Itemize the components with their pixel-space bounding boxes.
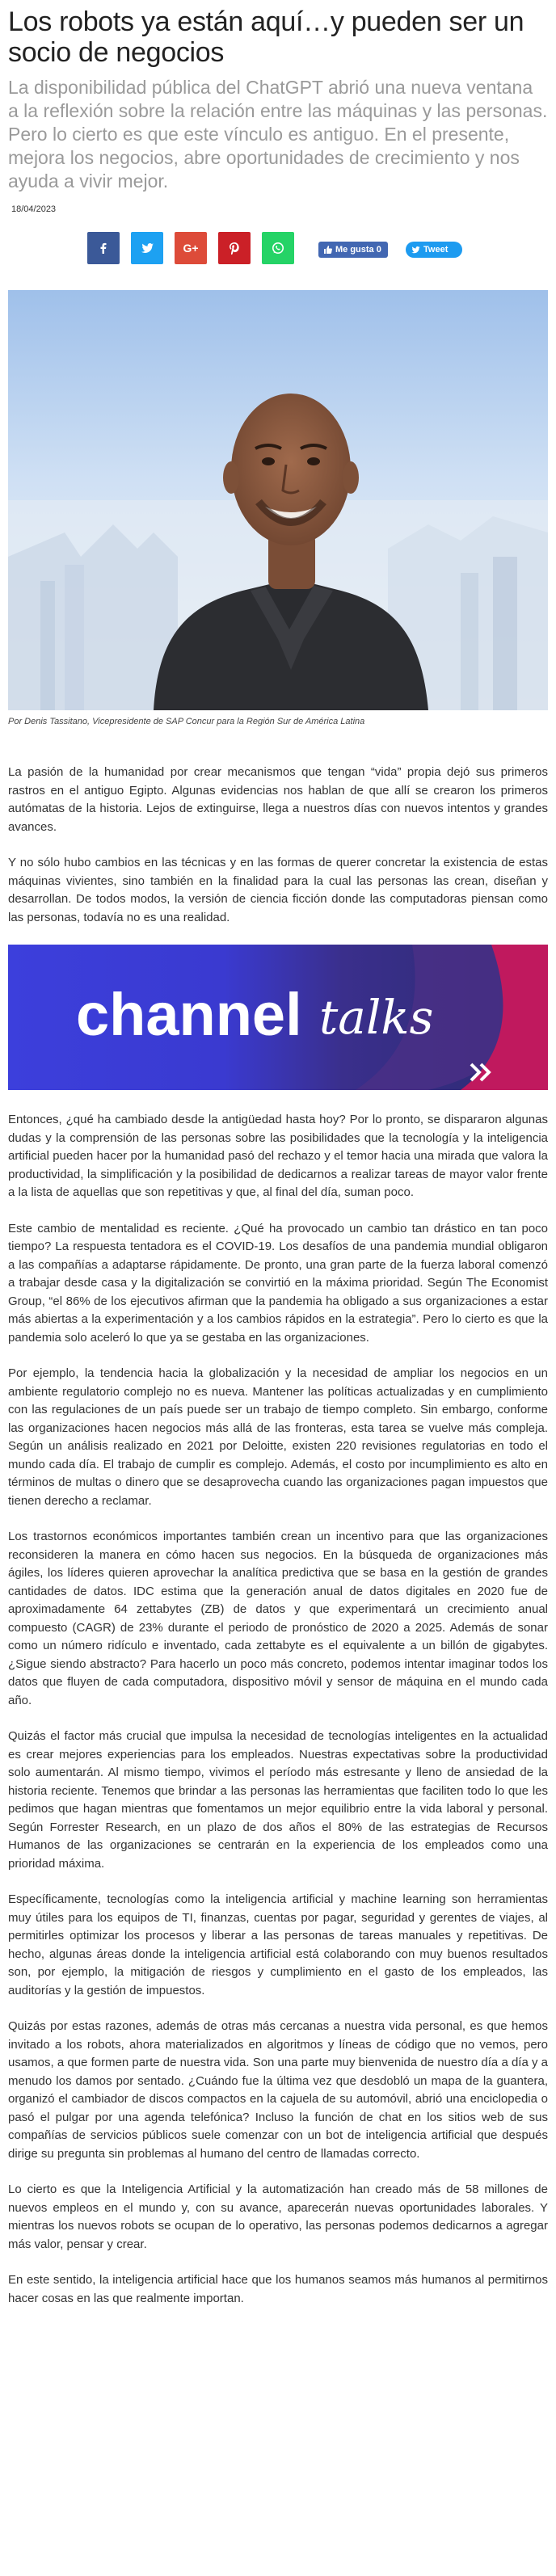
twitter-share-button[interactable] [131, 232, 163, 264]
pinterest-share-button[interactable] [218, 232, 251, 264]
banner-brand-script: talks [319, 990, 434, 1045]
facebook-like-button[interactable] [318, 242, 388, 258]
like-label: Me gusta 0 [335, 245, 381, 255]
paragraph-11: En este sentido, la inteligencia artificial hace que los humanos seamos más humanos al permitirnos hacer cosas en las que realmente importan. [8, 2273, 548, 2305]
author-portrait-illustration [8, 290, 548, 710]
article [8, 0, 548, 2308]
paragraph-8: Específicamente, tecnologías como la inteligencia artificial y machine learning son herramientas muy útiles para los equipos de TI, finanzas, cuentas por pagar, seguridad y gerentes de viajes, al permitirles optimizar los procesos y liberar a las personas de tareas manuales y repetitivas. De hecho, algunas áreas donde la inteligencia artificial está colaborando con muy buenos resultados son, por ejemplo, la mitigación de riesgos y cumplimiento en el gasto de los empleados, las auditorías y la gestión de impuestos. [8, 1892, 548, 1997]
facebook-icon [98, 242, 109, 254]
whatsapp-share-button[interactable] [262, 232, 294, 264]
paragraph-2: Y no sólo hubo cambios en las técnicas y en las formas de querer concretar la existencia de estas máquinas vivientes, sino también en la finalidad para la cual las personas las crean, diseñan y desarrollan. De todos modos, la versión de ciencia ficción donde las computadoras piensan como las personas, todavía no es una realidad. [8, 856, 548, 924]
paragraph-4: Este cambio de mentalidad es reciente. ¿Qué ha provocado un cambio tan drástico en tan poco tiempo? La respuesta tentadora es el COVID-19. Los desafíos de una pandemia mundial obligaron a las compañías a adaptarse rápidamente. De pronto, una gran parte de la fuerza laboral comenzó a trabajar desde casa y la digitalización se convirtió en la máxima prioridad. Según The Economist Group, “el 86% de los ejecutivos afirman que la pandemia ha obligado a sus organizaciones a estar más abiertas a la experimentación y a los cambios rápidos en la estrategia”. Pero lo cierto es que la pandemia solo aceleró lo que ya se gestaba en las organizaciones. [8, 1221, 548, 1345]
channel-talks-logo [8, 945, 548, 1090]
publish-date: 18/04/2023 [11, 204, 57, 214]
paragraph-3: Entonces, ¿qué ha cambiado desde la antigüedad hasta hoy? Por lo pronto, se dispararon algunas dudas y la comprensión de las personas sobre las posibilidades que la tecnología y la inteligencia artificial pueden hacer por la humanidad pasó del rechazo y el temor hacia una mirada que valora la productividad, la simplificación y la posibilidad de dedicarnos a realizar tareas de mayor valor frente a la lista de aquellas que son repetitivas y que, al final del día, suman poco. [8, 1113, 548, 1199]
article-title: Los robots ya están aquí…y pueden ser un socio de negocios [8, 6, 524, 68]
paragraph-1: La pasión de la humanidad por crear mecanismos que tengan “vida” propia dejó sus primeros rastros en el antiguo Egipto. Algunas evidencias nos hablan de que allí se crearon los primeros autómatas de la historia. Lejos de extinguirse, llega a nuestros días con nuevos intentos y grandes avances. [8, 765, 548, 834]
twitter-bird-icon [411, 246, 420, 254]
share-bar [8, 232, 548, 264]
tweet-button[interactable] [406, 242, 462, 258]
pinterest-icon [230, 242, 239, 255]
google-plus-icon: G+ [183, 242, 199, 255]
thumbs-up-icon [324, 246, 332, 254]
banner-brand-main: channel [76, 981, 302, 1048]
paragraph-10: Lo cierto es que la Inteligencia Artificial y la automatización han creado más de 58 millones de nuevos empleos en el mundo y, con su avance, aparecerán nuevas oportunidades laborales. Y mientras los nuevos robots se ocupan de lo operativo, las personas podemos dedicarnos a agregar más valor, pensar y crear. [8, 2182, 548, 2251]
twitter-icon [141, 243, 154, 254]
paragraph-7: Quizás el factor más crucial que impulsa la necesidad de tecnologías inteligentes en la actualidad es crear mejores experiencias para los empleados. Nuestras expectativas sobre la productividad solo aumentarán. Al mismo tiempo, vivimos el período más estresante y lleno de ansiedad de la historia reciente. Tenemos que brindar a las personas las herramientas que faciliten todo lo que les pedimos que hagan mientras que fomentamos un mejor equilibrio entre la vida laboral y personal. Según Forrester Research, en un plazo de dos años el 80% de las estrategias de Recursos Humanos de las organizaciones se centrarán en la experiencia de los empleados como una prioridad máxima. [8, 1729, 548, 1871]
paragraph-5: Por ejemplo, la tendencia hacia la globalización y la necesidad de ampliar los negocios en un ambiente regulatorio complejo no es nueva. Mantener las políticas actualizadas y en cumplimiento con las regulaciones de un país puede ser un trabajo de tiempo completo. Sin embargo, conforme las organizaciones hacen negocios más allá de las fronteras, esta tarea se vuelve más compleja. Según un análisis realizado en 2021 por Deloitte, existen 220 revisiones regulatorias en todo el mundo cada día. El trabajo de cumplir es complejo. Además, el costo por incumplimiento es alto en términos de multas o dinero que se desaprovecha cuando las organizaciones pagan impuestos que tienen derecho a reclamar. [8, 1366, 548, 1508]
author-photo [8, 290, 548, 710]
channel-talks-banner[interactable] [8, 945, 548, 1090]
tweet-label: Tweet [423, 245, 449, 255]
google-plus-share-button[interactable] [175, 232, 207, 264]
photo-caption: Por Denis Tassitano, Vicepresidente de SAP Concur para la Región Sur de América Latina [8, 717, 365, 726]
facebook-share-button[interactable] [87, 232, 120, 264]
article-lead: La disponibilidad pública del ChatGPT abrió una nueva ventana a la reflexión sobre la relación entre las máquinas y las personas. Pero lo cierto es que este vínculo es antiguo. En el presente, mejora los negocios, abre oportunidades de crecimiento y nos ayuda a vivir mejor. [8, 77, 548, 192]
paragraph-9: Quizás por estas razones, además de otras más cercanas a nuestra vida personal, es que hemos invitado a los robots, ahora materializados en algoritmos y líneas de código que no vemos, pero usamos, a que formen parte de nuestra vida. Son una parte muy bienvenida de nuestro día a día y a menudo los damos por sentado. ¿Cuándo fue la última vez que desdobló un mapa de la guantera, organizó el cambiador de discos compactos en la cajuela de su automóvil, abrió una enciclopedia o pasó el pulgar por una agenda telefónica? Incluso la función de chat en los sitios web de sus compañías de servicios públicos suele comenzar con un bot de inteligencia artificial que después dirige su pregunta sin problemas al humano del centro de llamadas correcto. [8, 2019, 548, 2161]
paragraph-6: Los trastornos económicos importantes también crean un incentivo para que las organizaciones reconsideren la manera en cómo hacen sus negocios. En la búsqueda de organizaciones más ágiles, los líderes quieren aprovechar la analítica predictiva que se basa en la gestión de grandes cantidades de datos. IDC estima que la generación anual de datos digitales en 2020 fue de aproximadamente 64 zettabytes (ZB) de datos y que experimentará un crecimiento anual compuesto (CAGR) de 23% durante el periodo de pronóstico de 2020 a 2025. Además de sonar como un número ridículo e inventado, cada zettabyte es el equivalente a un billón de gigabytes. ¿Sigue siendo abstracto? Para hacerlo un poco más concreto, podemos intentar imaginar todos los datos que fluyen de cada computadora, dispositivo móvil y sensor de máquina en el mundo cada año. [8, 1530, 548, 1707]
whatsapp-icon [272, 242, 284, 255]
